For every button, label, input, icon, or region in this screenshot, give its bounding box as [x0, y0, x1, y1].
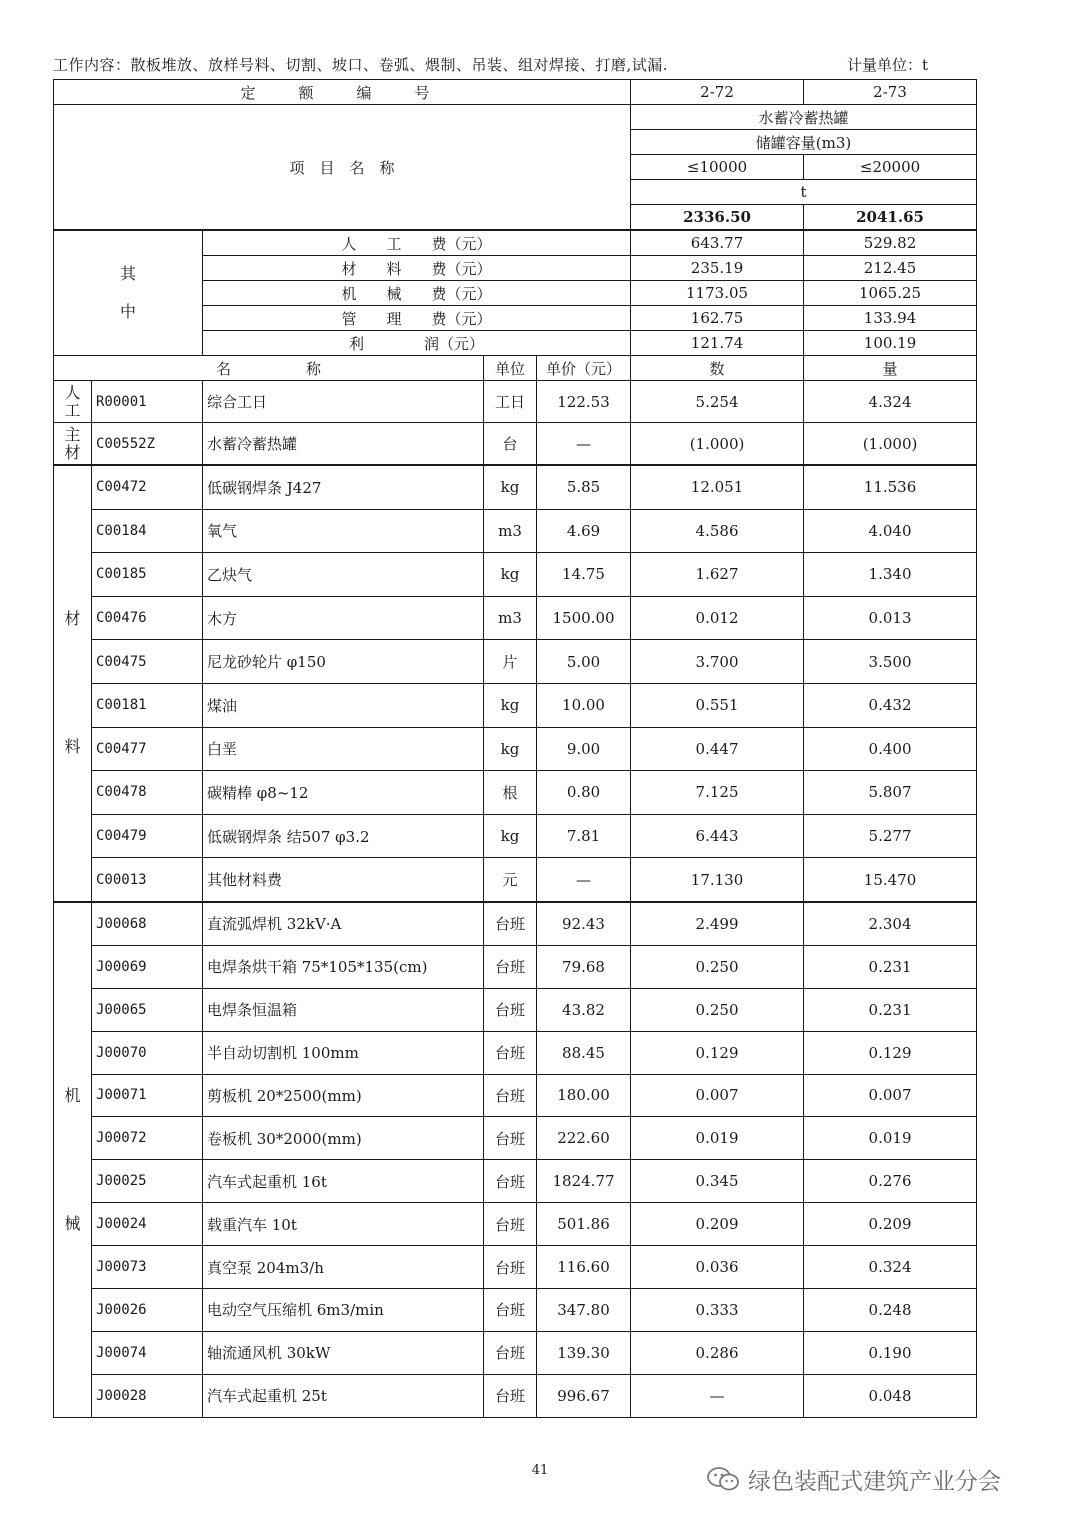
- resource-name: 煤油: [203, 683, 484, 727]
- resource-qty-2: 0.432: [804, 683, 977, 727]
- resource-name: 氧气: [203, 509, 484, 553]
- resource-qty-1: 0.447: [631, 727, 804, 771]
- resource-qty-1: 0.345: [631, 1160, 804, 1203]
- resource-name: 白垩: [203, 727, 484, 771]
- resource-qty-1: 17.130: [631, 858, 804, 902]
- resource-qty-1: —: [631, 1374, 804, 1417]
- resource-qty-2: 5.277: [804, 814, 977, 858]
- resource-qty-2: 0.048: [804, 1374, 977, 1417]
- resource-unit: 台班: [484, 1374, 537, 1417]
- resource-code: J00028: [92, 1374, 203, 1417]
- category-labor: 人 工: [54, 381, 92, 423]
- quota-no-label: 定 额 编 号: [54, 80, 631, 105]
- resource-code: R00001: [92, 381, 203, 423]
- resource-name: 轴流通风机 30kW: [203, 1331, 484, 1374]
- resource-price: 43.82: [537, 988, 631, 1031]
- resource-price: 79.68: [537, 945, 631, 988]
- category-machinery: 机 械: [54, 902, 92, 1417]
- resource-code: J00024: [92, 1203, 203, 1246]
- resource-qty-1: 0.286: [631, 1331, 804, 1374]
- resource-code: C00472: [92, 465, 203, 509]
- column-quantity-right: 量: [804, 356, 977, 381]
- resource-code: C00184: [92, 509, 203, 553]
- resource-qty-1: 0.036: [631, 1246, 804, 1289]
- unit-row: t: [631, 180, 977, 205]
- materials-section: [54, 465, 977, 902]
- resource-qty-1: 0.551: [631, 683, 804, 727]
- measure-unit: 计量单位：t: [846, 56, 928, 74]
- resource-qty-2: 0.324: [804, 1246, 977, 1289]
- resource-qty-1: (1.000): [631, 423, 804, 466]
- resource-code: J00025: [92, 1160, 203, 1203]
- resource-name: 综合工日: [203, 381, 484, 423]
- cost-value: 1173.05: [631, 281, 804, 306]
- resource-qty-1: 1.627: [631, 553, 804, 597]
- resource-qty-2: 1.340: [804, 553, 977, 597]
- capacity-value-1: ≤10000: [631, 155, 804, 180]
- cost-label: 人 工 费（元）: [203, 230, 631, 256]
- resource-name: 低碳钢焊条 结507 φ3.2: [203, 814, 484, 858]
- cost-value: 235.19: [631, 256, 804, 281]
- resource-unit: kg: [484, 814, 537, 858]
- cost-value: 162.75: [631, 306, 804, 331]
- resource-name: 电动空气压缩机 6m3/min: [203, 1288, 484, 1331]
- resource-price: 10.00: [537, 683, 631, 727]
- resource-qty-1: 0.250: [631, 988, 804, 1031]
- resource-unit: 台班: [484, 902, 537, 945]
- cost-value: 133.94: [804, 306, 977, 331]
- resource-price: 139.30: [537, 1331, 631, 1374]
- resource-unit: 台班: [484, 1203, 537, 1246]
- resource-code: J00074: [92, 1331, 203, 1374]
- resource-qty-1: 7.125: [631, 771, 804, 815]
- resource-code: C00552Z: [92, 423, 203, 466]
- resource-name: 剪板机 20*2500(mm): [203, 1074, 484, 1117]
- resource-qty-2: 0.276: [804, 1160, 977, 1203]
- header-line: [53, 53, 976, 77]
- base-price-1: 2336.50: [631, 205, 804, 231]
- resource-price: 5.00: [537, 640, 631, 684]
- cost-label: 利 润（元）: [203, 331, 631, 356]
- resource-qty-2: 0.209: [804, 1203, 977, 1246]
- resource-unit: 台班: [484, 1117, 537, 1160]
- resource-qty-2: 4.040: [804, 509, 977, 553]
- watermark-text: 绿色装配式建筑产业分会: [748, 1468, 1001, 1495]
- resource-qty-1: 0.209: [631, 1203, 804, 1246]
- resource-code: J00026: [92, 1288, 203, 1331]
- cost-value: 100.19: [804, 331, 977, 356]
- capacity-label: 储罐容量(m3): [631, 130, 977, 155]
- resource-unit: 台班: [484, 1074, 537, 1117]
- resource-price: 996.67: [537, 1374, 631, 1417]
- resource-unit: kg: [484, 683, 537, 727]
- resource-price: 116.60: [537, 1246, 631, 1289]
- resource-code: C00477: [92, 727, 203, 771]
- resource-price: 7.81: [537, 814, 631, 858]
- resource-name: 其他材料费: [203, 858, 484, 902]
- resource-price: 14.75: [537, 553, 631, 597]
- resource-qty-2: 0.190: [804, 1331, 977, 1374]
- resource-name: 木方: [203, 596, 484, 640]
- resource-price: 180.00: [537, 1074, 631, 1117]
- resource-unit: 根: [484, 771, 537, 815]
- resource-qty-1: 12.051: [631, 465, 804, 509]
- resource-unit: 元: [484, 858, 537, 902]
- resource-qty-1: 2.499: [631, 902, 804, 945]
- resource-name: 乙炔气: [203, 553, 484, 597]
- resource-name: 电焊条烘干箱 75*105*135(cm): [203, 945, 484, 988]
- resource-qty-2: 0.400: [804, 727, 977, 771]
- resource-unit: 工日: [484, 381, 537, 423]
- cost-value: 1065.25: [804, 281, 977, 306]
- resource-qty-1: 0.250: [631, 945, 804, 988]
- resource-code: C00476: [92, 596, 203, 640]
- resource-code: C00185: [92, 553, 203, 597]
- resource-name: 尼龙砂轮片 φ150: [203, 640, 484, 684]
- resource-price: —: [537, 858, 631, 902]
- resource-unit: 片: [484, 640, 537, 684]
- resource-code: C00479: [92, 814, 203, 858]
- resource-price: 347.80: [537, 1288, 631, 1331]
- resource-qty-2: 15.470: [804, 858, 977, 902]
- cost-value: 121.74: [631, 331, 804, 356]
- resource-unit: kg: [484, 465, 537, 509]
- resource-qty-2: 0.231: [804, 945, 977, 988]
- resource-price: 1824.77: [537, 1160, 631, 1203]
- resource-qty-2: 11.536: [804, 465, 977, 509]
- resource-qty-2: 0.013: [804, 596, 977, 640]
- resource-qty-1: 3.700: [631, 640, 804, 684]
- resource-price: 5.85: [537, 465, 631, 509]
- resource-price: 9.00: [537, 727, 631, 771]
- resource-unit: 台班: [484, 945, 537, 988]
- resource-qty-2: 0.231: [804, 988, 977, 1031]
- category-main-material: 主 材: [54, 423, 92, 466]
- quota-code-1: 2-72: [631, 80, 804, 105]
- resource-name: 汽车式起重机 25t: [203, 1374, 484, 1417]
- capacity-value-2: ≤20000: [804, 155, 977, 180]
- resource-price: 0.80: [537, 771, 631, 815]
- resource-name: 电焊条恒温箱: [203, 988, 484, 1031]
- resource-qty-1: 0.019: [631, 1117, 804, 1160]
- resource-code: J00072: [92, 1117, 203, 1160]
- work-content: 工作内容：散板堆放、放样号料、切割、坡口、卷弧、煨制、吊装、组对焊接、打磨,试漏.: [53, 56, 669, 74]
- resource-code: C00475: [92, 640, 203, 684]
- resource-code: J00065: [92, 988, 203, 1031]
- resource-qty-2: 4.324: [804, 381, 977, 423]
- resource-qty-2: 0.129: [804, 1031, 977, 1074]
- resource-price: 88.45: [537, 1031, 631, 1074]
- quota-code-2: 2-73: [804, 80, 977, 105]
- item-name-label: 项 目 名 称: [54, 105, 631, 231]
- base-price-2: 2041.65: [804, 205, 977, 231]
- resource-price: 4.69: [537, 509, 631, 553]
- column-name: 名 称: [54, 356, 484, 381]
- of-which-label: 其 中: [54, 230, 203, 356]
- resource-code: J00070: [92, 1031, 203, 1074]
- resource-name: 半自动切割机 100mm: [203, 1031, 484, 1074]
- resource-qty-1: 0.333: [631, 1288, 804, 1331]
- resource-qty-2: 3.500: [804, 640, 977, 684]
- resource-qty-2: 0.248: [804, 1288, 977, 1331]
- resource-price: 122.53: [537, 381, 631, 423]
- resource-qty-1: 5.254: [631, 381, 804, 423]
- resource-code: C00478: [92, 771, 203, 815]
- item-title: 水蓄冷蓄热罐: [631, 105, 977, 130]
- resource-unit: m3: [484, 596, 537, 640]
- resource-price: 222.60: [537, 1117, 631, 1160]
- resource-qty-1: 4.586: [631, 509, 804, 553]
- resource-qty-2: 0.019: [804, 1117, 977, 1160]
- resource-qty-2: (1.000): [804, 423, 977, 466]
- resource-qty-1: 0.129: [631, 1031, 804, 1074]
- cost-label: 管 理 费（元）: [203, 306, 631, 331]
- resource-name: 汽车式起重机 16t: [203, 1160, 484, 1203]
- resource-unit: 台: [484, 423, 537, 466]
- cost-label: 材 料 费（元）: [203, 256, 631, 281]
- cost-label: 机 械 费（元）: [203, 281, 631, 306]
- resource-qty-1: 6.443: [631, 814, 804, 858]
- cost-value: 212.45: [804, 256, 977, 281]
- category-materials: 材 料: [54, 465, 92, 902]
- column-unit: 单位: [484, 356, 537, 381]
- wechat-icon: [706, 1466, 740, 1492]
- resource-qty-1: 0.007: [631, 1074, 804, 1117]
- resource-unit: 台班: [484, 1031, 537, 1074]
- resource-price: 501.86: [537, 1203, 631, 1246]
- resource-unit: 台班: [484, 1331, 537, 1374]
- resource-unit: 台班: [484, 1246, 537, 1289]
- page-number: 41: [531, 1463, 549, 1478]
- resource-qty-2: 2.304: [804, 902, 977, 945]
- resource-price: 1500.00: [537, 596, 631, 640]
- resource-price: —: [537, 423, 631, 466]
- resource-name: 真空泵 204m3/h: [203, 1246, 484, 1289]
- resource-code: J00069: [92, 945, 203, 988]
- resource-name: 载重汽车 10t: [203, 1203, 484, 1246]
- resource-code: J00073: [92, 1246, 203, 1289]
- resource-unit: 台班: [484, 988, 537, 1031]
- resource-unit: kg: [484, 553, 537, 597]
- cost-value: 529.82: [804, 230, 977, 256]
- column-quantity-left: 数: [631, 356, 804, 381]
- resource-unit: 台班: [484, 1288, 537, 1331]
- resource-unit: kg: [484, 727, 537, 771]
- resource-price: 92.43: [537, 902, 631, 945]
- resource-unit: m3: [484, 509, 537, 553]
- cost-value: 643.77: [631, 230, 804, 256]
- resource-name: 低碳钢焊条 J427: [203, 465, 484, 509]
- resource-qty-2: 0.007: [804, 1074, 977, 1117]
- watermark: [706, 1462, 1001, 1496]
- resource-name: 碳精棒 φ8~12: [203, 771, 484, 815]
- resource-name: 水蓄冷蓄热罐: [203, 423, 484, 466]
- resource-qty-2: 5.807: [804, 771, 977, 815]
- resource-code: J00071: [92, 1074, 203, 1117]
- resource-code: C00013: [92, 858, 203, 902]
- column-unit-price: 单价（元）: [537, 356, 631, 381]
- resource-qty-1: 0.012: [631, 596, 804, 640]
- resource-unit: 台班: [484, 1160, 537, 1203]
- resource-name: 卷板机 30*2000(mm): [203, 1117, 484, 1160]
- quota-table: [53, 79, 977, 1418]
- resource-name: 直流弧焊机 32kV·A: [203, 902, 484, 945]
- resource-code: J00068: [92, 902, 203, 945]
- machinery-section: [54, 902, 977, 1417]
- resource-code: C00181: [92, 683, 203, 727]
